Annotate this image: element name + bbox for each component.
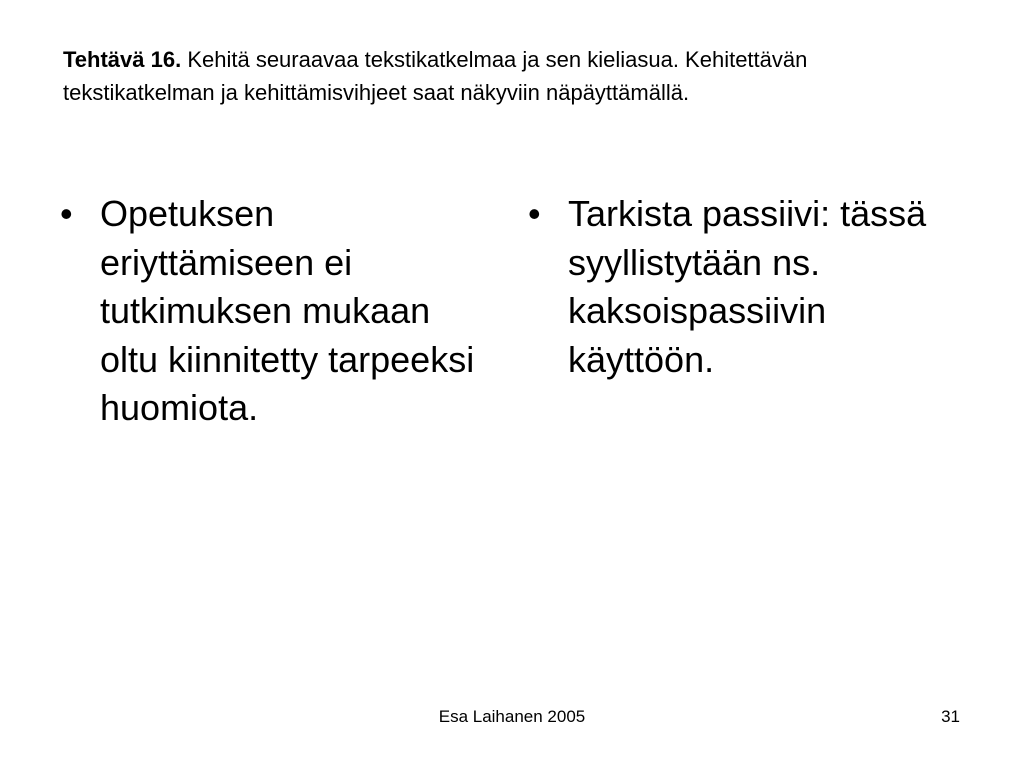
bullet-item	[528, 190, 968, 384]
right-column	[528, 190, 968, 384]
title-instructions: Kehitä seuraavaa tekstikatkelmaa ja sen kieliasua. Kehitettävän tekstikatkelman ja kehittämisvihjeet saat näkyviin näpäyttämällä.	[63, 47, 808, 105]
left-column	[60, 190, 480, 433]
page-number: 31	[941, 707, 960, 726]
bullet-text: Tarkista passiivi: tässä syyllistytään ns. kaksoispassiivin käyttöön.	[568, 193, 927, 380]
bullet-icon: •	[528, 193, 541, 234]
slide-title	[63, 43, 963, 109]
bullet-text: Opetuksen eriyttämiseen ei tutkimuksen mukaan oltu kiinnitetty tarpeeksi huomiota.	[100, 193, 475, 428]
bullet-icon: •	[60, 193, 73, 234]
bullet-item	[60, 190, 480, 433]
title-task-number: Tehtävä 16.	[63, 47, 182, 72]
footer-author: Esa Laihanen 2005	[438, 707, 586, 726]
